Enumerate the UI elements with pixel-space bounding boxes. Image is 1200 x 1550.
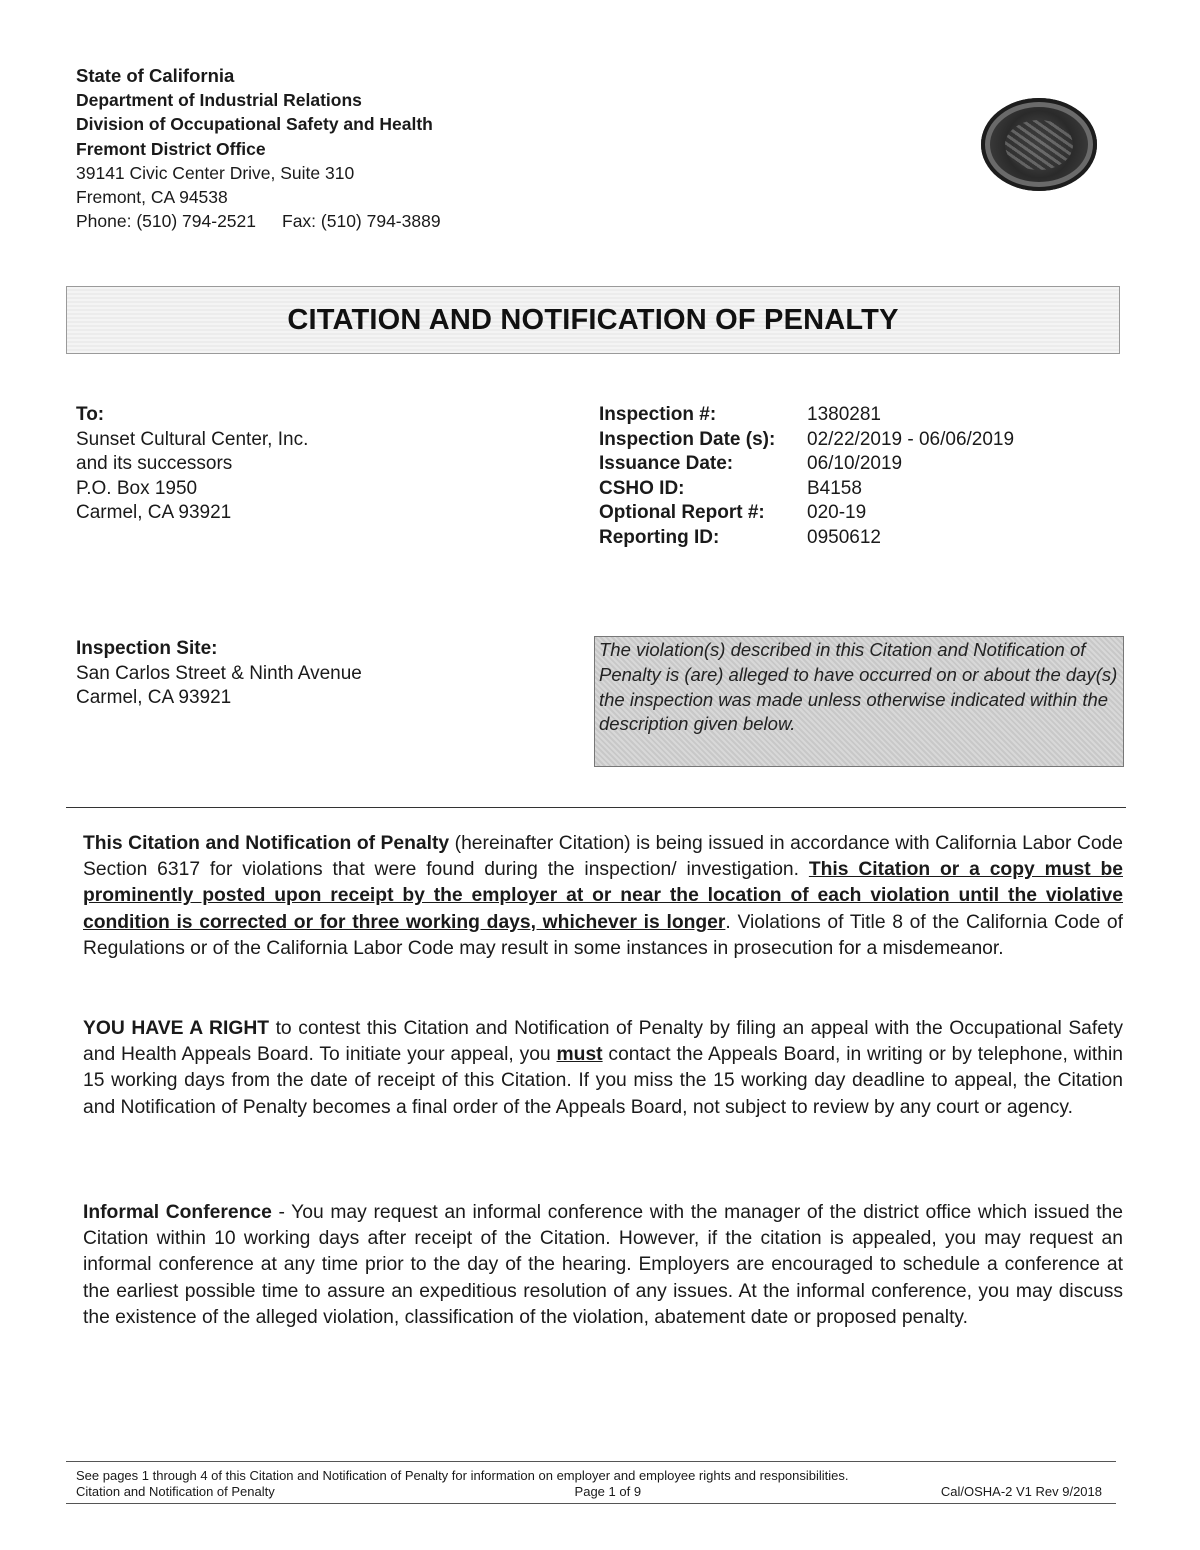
issuance-date-label: Issuance Date: [599,453,734,474]
info-row [599,428,1014,453]
must-emphasis: must [556,1044,603,1066]
info-row [599,526,1014,551]
citation-paragraph-text: (hereinafter Citation) is being issued in accordance with California Labor Code Section 6317 for violations that were found during the inspection/ investigation. [83,833,1124,881]
agency-contact [76,209,441,233]
violation-notice-box: The violation(s) described in this Citation and Notification of Penalty is (are) alleged to have occurred on or about the day(s) the inspection was made unless otherwise indicated within the description given below. [594,636,1124,767]
recipient-label: To: [76,404,105,425]
csho-id: B4158 [807,477,862,499]
posting-requirement: This Citation or a copy must be prominently posted upon receipt by the employer at or near the location of each violation until the violative condition is corrected or for three working days, whichever is longer [83,859,1123,933]
form-number: Cal/OSHA-2 V1 Rev 9/2018 [940,1484,1102,1499]
issuance-date: 06/10/2019 [807,453,903,474]
agency-fax: Fax: (510) 794-3889 [282,211,441,232]
info-row [599,501,1014,526]
agency-address-1: 39141 Civic Center Drive, Suite 310 [76,162,355,183]
citation-paragraph-text: . Violations of Title 8 of the California Code of Regulations or of the California Labor Code may result in some instances in prosecution for a misdemeanor. [83,911,1123,959]
section-divider [66,807,1126,808]
agency-header [76,64,441,233]
info-row [599,477,1014,502]
optional-report-label: Optional Report #: [599,502,765,523]
inspection-site-block [76,637,362,711]
appeal-rights-lead: YOU HAVE A RIGHT [83,1018,270,1039]
recipient-line: Sunset Cultural Center, Inc. [76,428,309,450]
csho-id-label: CSHO ID: [599,477,685,499]
footer-note: See pages 1 through 4 of this Citation and Notification of Penalty for information on employer and employee rights and responsibilities. [76,1468,849,1483]
informal-conference-text: - You may request an informal conference with the manager of the district office which issued the Citation within 10 working days after receipt of the Citation. However, if the citation is appealed, you may request an informal conference at any time prior to the day of the hearing. Employers are encouraged to schedule a conference at the earliest possible time to assure an expeditious resolution of any issues. At the informal conference, you may discuss the existence of the alleged violation, classification of the violation, abatement date or proposed penalty. [83,1202,1124,1328]
agency-office: Fremont District Office [76,138,266,159]
reporting-id-label: Reporting ID: [599,526,720,548]
inspection-date: 02/22/2019 - 06/06/2019 [807,428,1015,450]
appeal-rights-paragraph [83,1016,1123,1121]
inspection-site-line: Carmel, CA 93921 [76,687,232,708]
optional-report: 020-19 [807,502,867,523]
info-row [599,403,1014,428]
footer-row [76,1484,1102,1499]
info-row [599,452,1014,477]
agency-department: Department of Industrial Relations [76,90,362,111]
recipient-line: and its successors [76,453,233,474]
footer-bottom-rule [66,1503,1116,1504]
title-banner [66,286,1120,354]
footer-divider [66,1461,1116,1462]
informal-conference-paragraph [83,1200,1123,1331]
agency-division: Division of Occupational Safety and Health [76,114,433,135]
footer-left: Citation and Notification of Penalty [76,1484,275,1499]
agency-address-2: Fremont, CA 94538 [76,187,228,208]
inspection-number: 1380281 [807,404,881,425]
document-title: CITATION AND NOTIFICATION OF PENALTY [287,303,899,336]
agency-state: State of California [76,65,235,86]
inspection-site-line: San Carlos Street & Ninth Avenue [76,662,362,684]
citation-paragraph [83,831,1123,962]
appeal-rights-text: to contest this Citation and Notification of Penalty by filing an appeal with the Occupational Safety and Health Appeals Board. To initiate your appeal, you [83,1018,1123,1066]
appeal-rights-text: contact the Appeals Board, in writing or by telephone, within 15 working days from the date of receipt of this Citation. If you miss the 15 working day deadline to appeal, the Citation and Notification of Penalty becomes a final order of the Appeals Board, not subject to review by any court or agency. [83,1044,1123,1118]
informal-conference-lead: Informal Conference [83,1202,272,1223]
inspection-number-label: Inspection #: [599,404,717,425]
inspection-site-label: Inspection Site: [76,638,218,659]
page-number: Page 1 of 9 [574,1484,642,1499]
reporting-id: 0950612 [807,526,881,548]
recipient-line: P.O. Box 1950 [76,477,198,499]
state-seal-logo [981,98,1097,191]
recipient-block [76,403,308,526]
inspection-date-label: Inspection Date (s): [599,428,776,450]
citation-paragraph-lead: This Citation and Notification of Penalty [83,833,450,854]
agency-phone: Phone: (510) 794-2521 [76,211,256,232]
inspection-info [599,403,1014,550]
recipient-line: Carmel, CA 93921 [76,502,232,523]
